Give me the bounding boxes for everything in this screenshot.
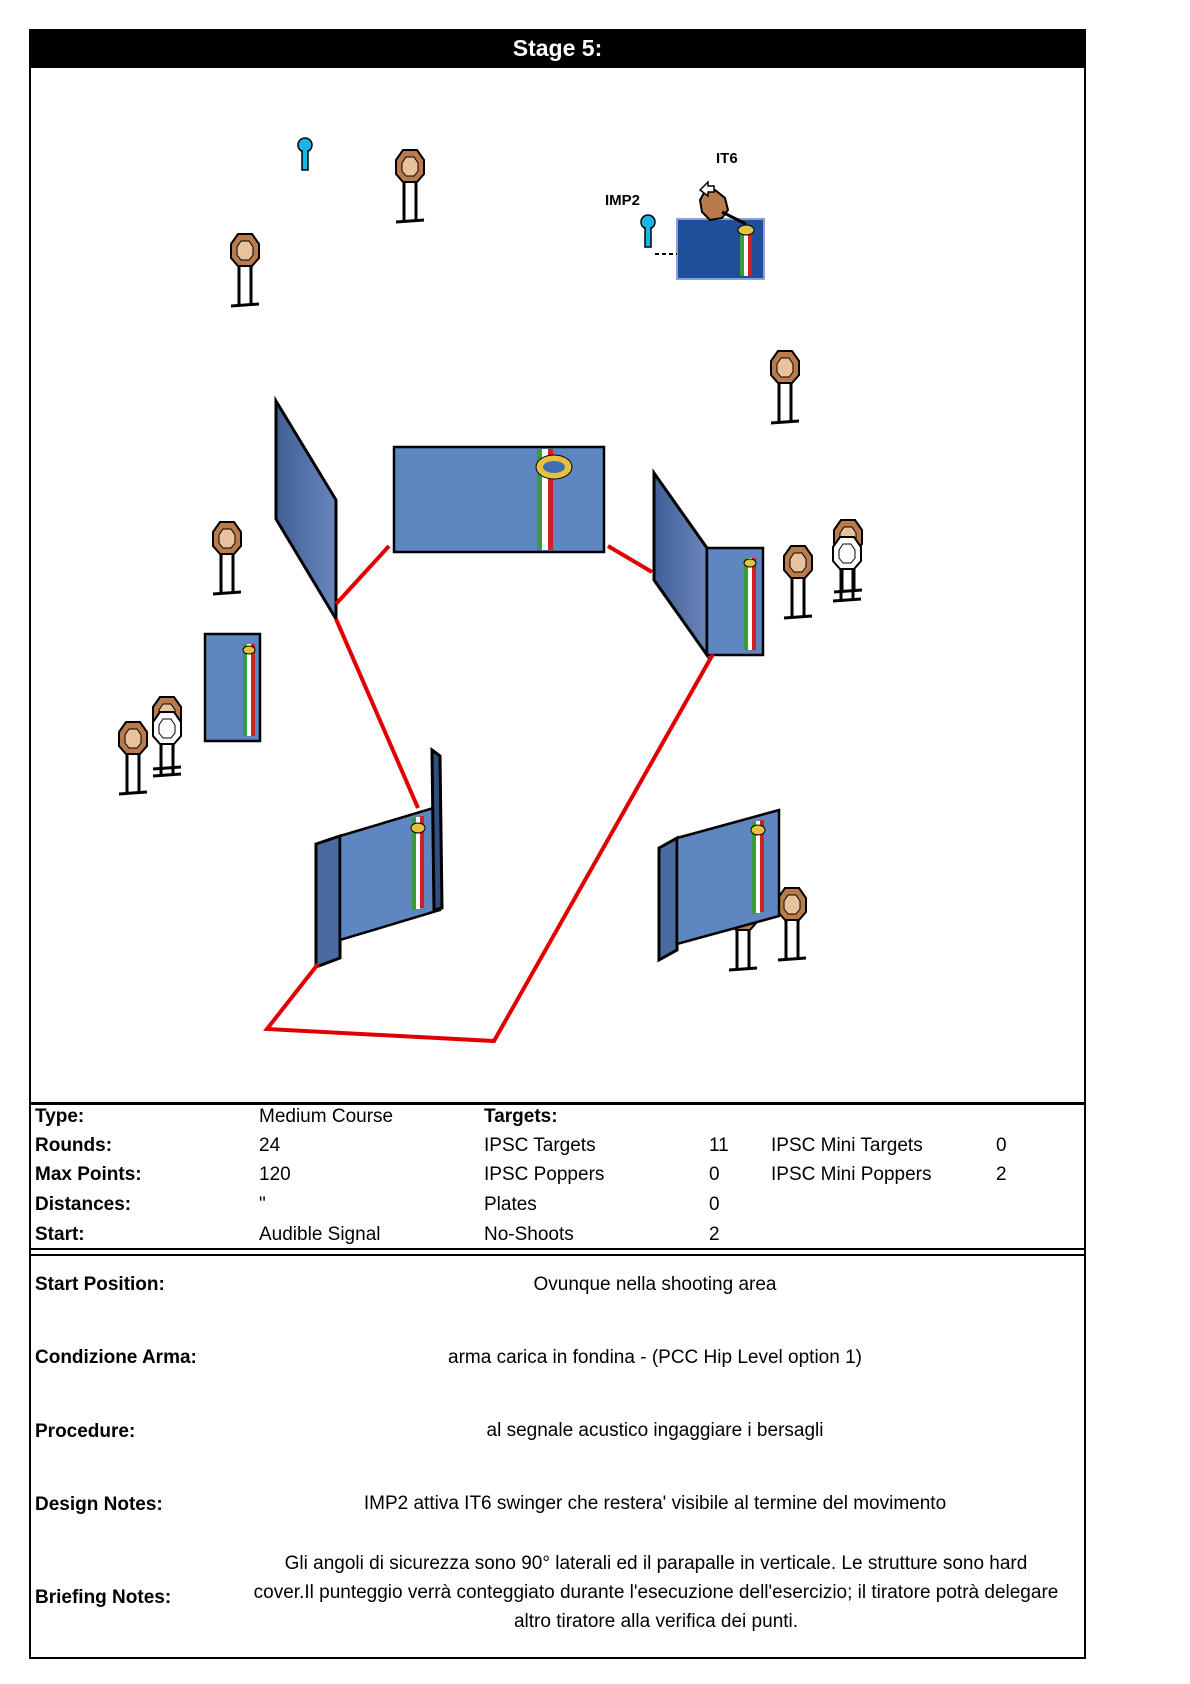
start-value: Audible Signal (259, 1224, 381, 1245)
section-divider (31, 1248, 1084, 1250)
condition-label: Condizione Arma: (35, 1347, 197, 1368)
mini-targets-label: IPSC Mini Targets (771, 1135, 923, 1156)
ipsc-target-icon (784, 546, 812, 618)
rounds-value: 24 (259, 1135, 281, 1156)
condition-value: arma carica in fondina - (PCC Hip Level option 1) (448, 1347, 862, 1368)
wall-icon (654, 473, 707, 655)
maxpoints-value: 120 (259, 1164, 291, 1185)
type-label: Type: (35, 1106, 85, 1127)
rounds-label: Rounds: (35, 1135, 113, 1156)
ipsc-targets-value: 11 (709, 1135, 729, 1156)
mini-poppers-label: IPSC Mini Poppers (771, 1164, 932, 1185)
ipsc-target-icon (396, 150, 424, 222)
start-position-value: Ovunque nella shooting area (533, 1274, 777, 1295)
wall-icon (316, 836, 340, 967)
wall-icon (432, 750, 442, 910)
design-notes-value: IMP2 attiva IT6 swinger che restera' visibile al termine del movimento (363, 1493, 947, 1514)
noshoots-label: No-Shoots (484, 1224, 574, 1245)
start-label: Start: (35, 1224, 85, 1245)
plates-label: Plates (484, 1194, 537, 1215)
start-position-label: Start Position: (35, 1274, 165, 1295)
mini-poppers-value: 2 (996, 1164, 1007, 1185)
ipsc-target-icon (119, 722, 147, 794)
popper-icon (298, 138, 312, 170)
procedure-label: Procedure: (35, 1421, 136, 1442)
maxpoints-label: Max Points: (35, 1164, 142, 1185)
wall-icon (659, 838, 677, 960)
wall-icon (276, 401, 336, 619)
ipsc-target-icon (231, 234, 259, 306)
design-notes-label: Design Notes: (35, 1494, 163, 1515)
imp2-label: IMP2 (605, 192, 641, 209)
ipsc-target-icon (771, 351, 799, 423)
briefing-notes-value: Gli angoli di sicurezza sono 90° laterali ed il parapalle in verticale. Le strutture sono hard cover.Il punteggio verrà conteggiato durante l'esecuzione dell'esercizio; il tiratore potrà delegare altro tiratore alla verifica dei punti. (253, 1553, 1059, 1632)
section-divider (31, 1102, 1084, 1105)
plates-value: 0 (709, 1194, 720, 1215)
distances-value: " (259, 1194, 266, 1215)
mini-targets-value: 0 (996, 1135, 1007, 1156)
briefing-notes-label: Briefing Notes: (35, 1587, 172, 1608)
stage-diagram (31, 68, 1084, 1102)
ipsc-poppers-value: 0 (709, 1164, 720, 1185)
section-divider (31, 1254, 1084, 1256)
ipsc-target-icon (778, 888, 806, 960)
wall-icon (394, 447, 604, 552)
ipsc-targets-label: IPSC Targets (484, 1135, 596, 1156)
stage-title: Stage 5: (29, 29, 1086, 67)
popper-icon (641, 215, 655, 247)
targets-header: Targets: (484, 1106, 558, 1127)
swinger-icon (700, 182, 746, 224)
procedure-value: al segnale acustico ingaggiare i bersagli (486, 1420, 824, 1441)
distances-label: Distances: (35, 1194, 132, 1215)
type-value: Medium Course (259, 1106, 394, 1127)
noshoots-value: 2 (709, 1224, 720, 1245)
fault-line (267, 546, 713, 1041)
ipsc-target-icon (213, 522, 241, 594)
ipsc-poppers-label: IPSC Poppers (484, 1164, 605, 1185)
it6-label: IT6 (716, 150, 738, 167)
